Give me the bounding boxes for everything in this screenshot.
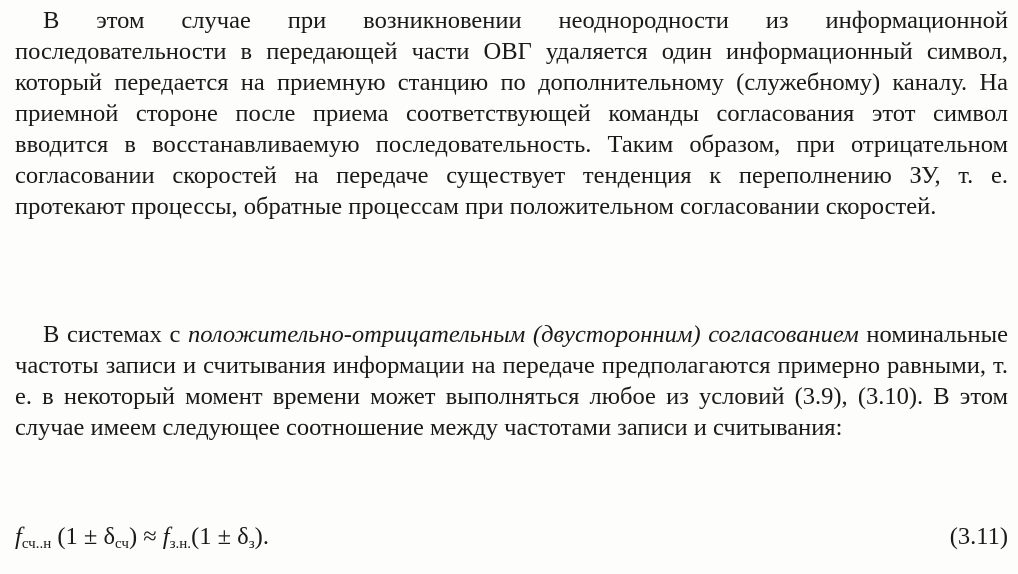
formula-mid1: (1 ± δ bbox=[51, 523, 116, 550]
formula-sub1: сч..н bbox=[21, 536, 52, 552]
paragraph-2-emphasis: положительно-отрицательным (двусторонним) согласованием bbox=[187, 321, 859, 348]
paragraph-1 bbox=[15, 5, 1008, 222]
formula-mid2: ) ≈ bbox=[128, 523, 163, 550]
paragraph-2 bbox=[15, 319, 1008, 443]
paragraph-1-text: В этом случае при возникновении неоднородности из информационной последовательности в передающей части ОВГ удаляется один информационный символ, который передается на приемную станцию по дополнительному (служебному) каналу. На приемной стороне после приема соответствующей команды согласования этот символ вводится в восстанавливаемую последовательность. Таким образом, при отрицательном согласовании скоростей на передаче существует тенденция к переполнению ЗУ, т. е. протекают процессы, обратные процессам при положительном согласовании скоростей. bbox=[15, 7, 1008, 220]
formula-mid3: (1 ± δ bbox=[191, 523, 249, 550]
formula-end: ). bbox=[254, 523, 269, 550]
formula-f2: f bbox=[162, 523, 170, 550]
formula-sub4: з bbox=[248, 536, 255, 552]
formula-number: (3.11) bbox=[949, 523, 1008, 550]
formula-f1: f bbox=[15, 523, 22, 550]
formula-sub2: сч bbox=[115, 536, 129, 552]
formula-sub3: з.н. bbox=[169, 536, 192, 552]
paragraph-2-rest: номинальные частоты записи и считывания информации на передаче предполагаются примерно равными, т. е. в некоторый момент времени может выполняться любое из условий (3.9), (3.10). В этом случае имеем следующее соотношение между частотами записи и считывания: bbox=[15, 321, 1008, 441]
formula-expression bbox=[15, 521, 269, 560]
paragraph-2-lead: В системах с bbox=[43, 321, 188, 348]
